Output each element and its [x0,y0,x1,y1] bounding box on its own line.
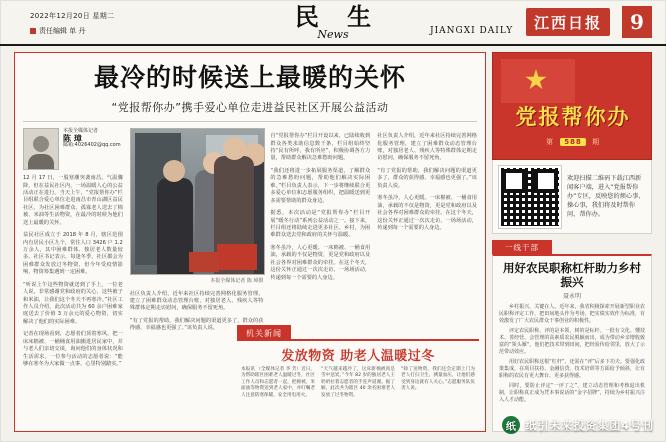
rail-article-paragraph: 同时，要防止评定“一评了之”，建立动态管理和考核退出机制，让职称真正成为凭本事说话的“金字招牌”，持续为乡村振兴注入人才动能。 [499,383,645,403]
photo-caption: 本报全媒体记者 陈 璋摄 [210,278,264,284]
page-number: 9 [622,6,652,38]
article-paragraph: 记者在现场看到，志愿者们顶着寒风，把一床床棉被、一桶桶食用油搬进居民家中，并与老人们亲切交谈，询问他们的身体状况和生活需求。一位参与活动的志愿者说：“能够在寒冬为大家做一点事，心里特别踏实。” [23,331,123,368]
watermark-logo-icon: 纸 [502,416,520,434]
banner-issue-suffix: 期 [592,138,601,146]
rail-article-author: 聂永明 [562,293,581,300]
article-paragraph: 自“党报帮你办”栏目开设以来，已陆续收到群众各类求助信息数千条，栏目组始终坚持“民有所呼、我有所应”，积极协调各方力量，帮助群众解决急难愁盼问题。 [270,133,371,162]
photo-supply-box [189,252,219,272]
byline-meta [63,128,121,149]
article-paragraph: 寒冬虽冷，人心更暖。一床棉被、一桶食用油，承载的不仅是物资，更是党和政府以及社会各界对困难群众的牵挂。在这个冬天，这份关怀正通过一次次走访、一场场活动，传递到每一个需要的人身边。 [270,245,371,281]
secondary-news-tag: 机关新闻 [237,325,291,341]
banner-issue-number: 588 [560,138,586,146]
banner-issue [493,137,652,147]
secondary-news-paragraph: “除了送物资，我们还会定期上门为老人打扫卫生、测量血压，让他们感受到身边就有人关心。”志愿服务队负责人说。 [401,367,475,392]
paper-logo [526,8,610,36]
article-paragraph: 12 月 17 日，一股寒潮突袭南昌，气温骤降，但在益民社区内，一场温暖人心的公益活动正在进行。当天上午，“党报帮你办”栏目组联合爱心单位走进南昌市青山湖区益民社区，为社区困难群众、孤寡老人送去了棉被、米油等生活物资，在最冷的时候为他们送上最暖的关怀。 [23,175,123,226]
rail-article-paragraph: 乡村振兴，关键在人。近年来，我省积极探索开展新型职业农民职称评定工作，把田间地头作为考场，把实绩实效作为标准，有效激发了广大农民群众干事创业的积极性。 [499,304,645,324]
rail-article [492,254,652,432]
rail-section-tag: 一线干部 [492,240,552,254]
article-paragraph: 据悉，本次活动是“党报帮你办”栏目开展“暖冬行动”系列公益活动之一。接下来，栏目组还将陆续走进更多社区、乡村，为困难群众送去党和政府的关怀与温暖。 [270,210,371,239]
banner-issue-prefix: 第 [545,138,554,146]
section-title-en: News [317,28,349,41]
section-title [285,4,381,41]
article-photo [130,128,266,275]
secondary-news-title: 发放物资 助老人温暖过冬 [281,349,435,364]
red-square-icon [30,28,36,34]
reporter-contact: 邮箱:4026402@qq.com [63,142,121,148]
headline-divider [23,121,477,122]
secondary-news-columns [237,367,479,399]
publication-date: 2022年12月20日 星期二 [30,12,115,20]
banner-title: 党报帮你办 [515,104,631,129]
main-headline: 最冷的时候送上最暖的关怀 [93,63,406,92]
article-paragraph: “我们还将进一步拓展服务渠道，了解群众的急难愁盼问题，帮助他们解决实际困难。”栏目负责人表示，下一步将继续联合更多爱心单位和志愿服务组织，把温暖送到更多需要帮助的群众身边。 [270,168,371,204]
paper-logo-text: 江西日报 [533,13,602,32]
watermark [502,416,654,434]
qr-code-icon[interactable] [499,166,561,228]
article-paragraph: 社区负责人介绍，近年来社区持续完善网格化服务管理，建立了困难群众动态管理台账，对独居老人、残疾人等特殊群体定期走访慰问，确保服务不留死角。 [129,290,264,312]
reporter-name: 陈 璋 [63,134,82,143]
rail-article-paragraph: 用好农民职称这根“杠杆”，还需在“评”后多下功夫。要强化政策集成，在项目扶持、金融信贷、技术培训等方面给予倾斜，让有职称的农民有更大舞台、更多获得感。 [499,359,645,379]
party-column-banner [492,52,652,160]
reporter-label: 本报全媒体记者 [63,128,99,134]
photo-supply-box [217,244,257,270]
secondary-news-paragraph: “天气越来越冷了，这床新棉被真是雪中送炭。”今年 82 岁的独居老人王奶奶拉着志愿者的手连声道谢。据了解，此次共为辖区 40 余名困难老人发放了过冬物资。 [321,367,395,398]
rail-article-body [499,304,645,404]
article-paragraph: “有了党报的帮助，我们解决问题的渠道更多了，群众的获得感、幸福感也更强了。”该负责人说。 [129,318,264,332]
editor-credit-text: 责任编辑 单 丹 [39,27,86,35]
byline [23,128,123,170]
qr-promo-box [492,160,652,234]
article-paragraph: “有了党报的帮助，我们解决问题的渠道更多了，群众的获得感、幸福感也更强了。”该负责人说。 [377,168,477,189]
article-column-1 [23,128,123,410]
photo-person [157,178,193,274]
section-title-cn: 民 生 [294,2,382,31]
qr-promo-text: 欢迎扫描二维码下载江西新闻客户端，进入“党报帮你办”专区，反映您的烦心事、操心事，我们将及时帮你问、帮你办。 [567,175,645,218]
rail-article-title: 用好农民职称杠杆助力乡村振兴 [503,261,641,289]
article-paragraph: 益民社区成立于 2018 年 8 月，辖区范围内有居民小区九个，常住人口 3426 户 1.2 万余人，其中困难群体、独居老人数量较多。社区书记表示，每逢冬季，社区都会为困难群众发放过冬物资，但今年受疫情影响，物资筹集遇到一定困难。 [23,232,123,276]
reporter-portrait [23,128,59,170]
rail-article-paragraph: 评定农民职称，评的是本领，树的是标杆。一批有文化、懂技术、善经营、会管理的高素质农民脱颖而出，成为带动乡亲增收致富的“领头雁”。他们把技术带到田间，把经验传给邻里，放大了示范带动效应。 [499,328,645,355]
paper-name-en: JIANGXI DAILY [430,26,514,36]
secondary-news-paragraph: 本报讯 （全媒体记者 李 芳）近日，为帮助辖区困难老人温暖过冬，社区工作人员和志愿者一起，把棉被、米面油等物资送到老人家中，并叮嘱老人注意防寒保暖、安全用电用火。 [241,367,315,398]
main-article [14,52,486,432]
masthead [0,0,666,46]
article-paragraph: 社区负责人介绍，近年来社区持续完善网格化服务管理，建立了困难群众动态管理台账，对独居老人、残疾人等特殊群体定期走访慰问，确保服务不留死角。 [377,133,477,162]
party-flag-icon [501,59,575,103]
editor-credit [30,26,85,36]
star-emblem-icon [525,69,547,91]
article-paragraph: 寒冬虽冷，人心更暖。一床棉被、一桶食用油，承载的不仅是物资，更是党和政府以及社会各界对困难群众的牵挂。在这个冬天，这份关怀正通过一次次走访、一场场活动，传递到每一个需要的人身边。 [377,195,477,232]
watermark-text: 纸引未来投资集团4号刊 [525,419,654,432]
photo-person-head [163,160,185,182]
article-paragraph: “听说上午这些物资就送到了手上，一位老人说，非常感谢党和政府的关心，这些被子和米油，让我们这个冬天不再寒冷。”社区工作人员介绍，此次活动共为 60 余户困难家庭送去了价值 3 万余元的爱心物资，切实解决了他们的实际困难。 [23,281,123,325]
right-rail [492,52,652,432]
secondary-news-box [237,328,479,425]
main-subheadline: “党报帮你办”携手爱心单位走进益民社区开展公益活动 [111,101,389,114]
